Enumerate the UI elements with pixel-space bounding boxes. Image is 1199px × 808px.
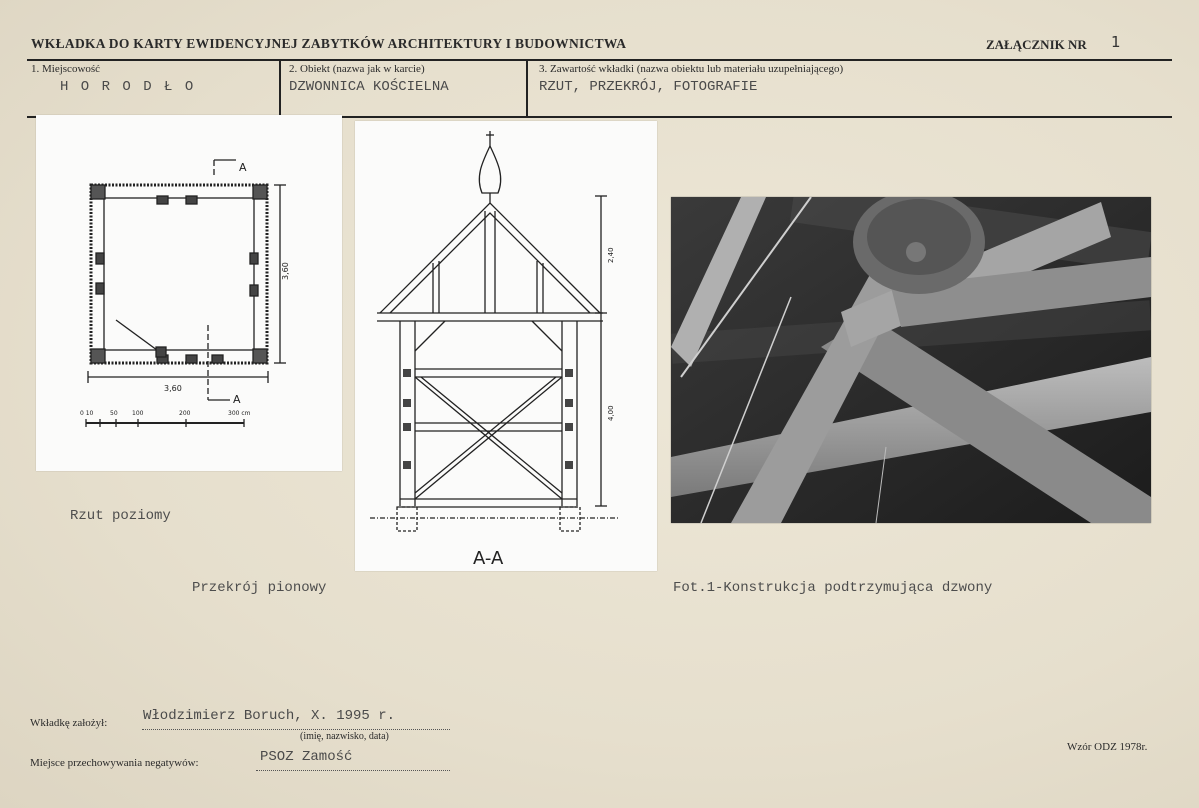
section-title: A-A	[473, 548, 504, 569]
scale-tick-1: 50	[110, 410, 118, 417]
scale-tick-0: 0 10	[80, 410, 94, 417]
photo-caption: Fot.1-Konstrukcja podtrzymująca dzwony	[673, 580, 993, 596]
object-value: DZWONNICA KOŚCIELNA	[289, 79, 449, 95]
plan-section-mark-bottom: A	[233, 393, 241, 406]
scale-tick-4: 300 cm	[228, 410, 251, 417]
place-value: H O R O D Ł O	[60, 79, 196, 95]
section-dim-upper: 2,40	[607, 247, 615, 263]
plan-dim-width: 3,60	[164, 384, 182, 393]
section-dim-lower: 4,00	[607, 405, 615, 421]
content-value: RZUT, PRZEKRÓJ, FOTOGRAFIE	[539, 79, 758, 95]
field-divider-2	[526, 61, 528, 116]
attachment-number: 1	[1111, 33, 1121, 51]
card-title: WKŁADKA DO KARTY EWIDENCYJNEJ ZABYTKÓW ARCHITEKTURY I BUDOWNICTWA	[31, 36, 627, 51]
content-label: 3. Zawartość wkładki (nazwa obiektu lub materiału uzupełniającego)	[539, 63, 844, 75]
founder-dotline	[142, 729, 450, 730]
form-code: Wzór ODZ 1978r.	[1067, 741, 1148, 753]
belfry-photo	[671, 197, 1151, 523]
plan-dim-height: 3,60	[281, 262, 290, 280]
scale-tick-2: 100	[132, 410, 144, 417]
storage-dotline	[256, 770, 450, 771]
belfry-photo-image	[671, 197, 1151, 523]
plan-caption: Rzut poziomy	[70, 508, 171, 524]
founder-hint: (imię, nazwisko, data)	[300, 731, 389, 742]
field-divider-1	[279, 61, 281, 116]
section-print	[355, 121, 657, 571]
floor-plan-print	[36, 115, 342, 471]
floor-plan-drawing	[36, 115, 342, 471]
plan-section-mark-top: A	[239, 161, 247, 174]
section-drawing	[355, 121, 657, 571]
founder-value: Włodzimierz Boruch, X. 1995 r.	[143, 708, 396, 724]
storage-value: PSOZ Zamość	[260, 749, 353, 765]
section-caption: Przekrój pionowy	[192, 580, 327, 596]
scale-tick-3: 200	[179, 410, 191, 417]
place-label: 1. Miejscowość	[31, 63, 101, 75]
storage-label: Miejsce przechowywania negatywów:	[30, 757, 199, 769]
founder-label: Wkładkę założył:	[30, 717, 108, 729]
header-top-rule	[27, 59, 1172, 61]
attachment-label: ZAŁĄCZNIK NR	[986, 37, 1087, 52]
object-label: 2. Obiekt (nazwa jak w karcie)	[289, 63, 425, 75]
